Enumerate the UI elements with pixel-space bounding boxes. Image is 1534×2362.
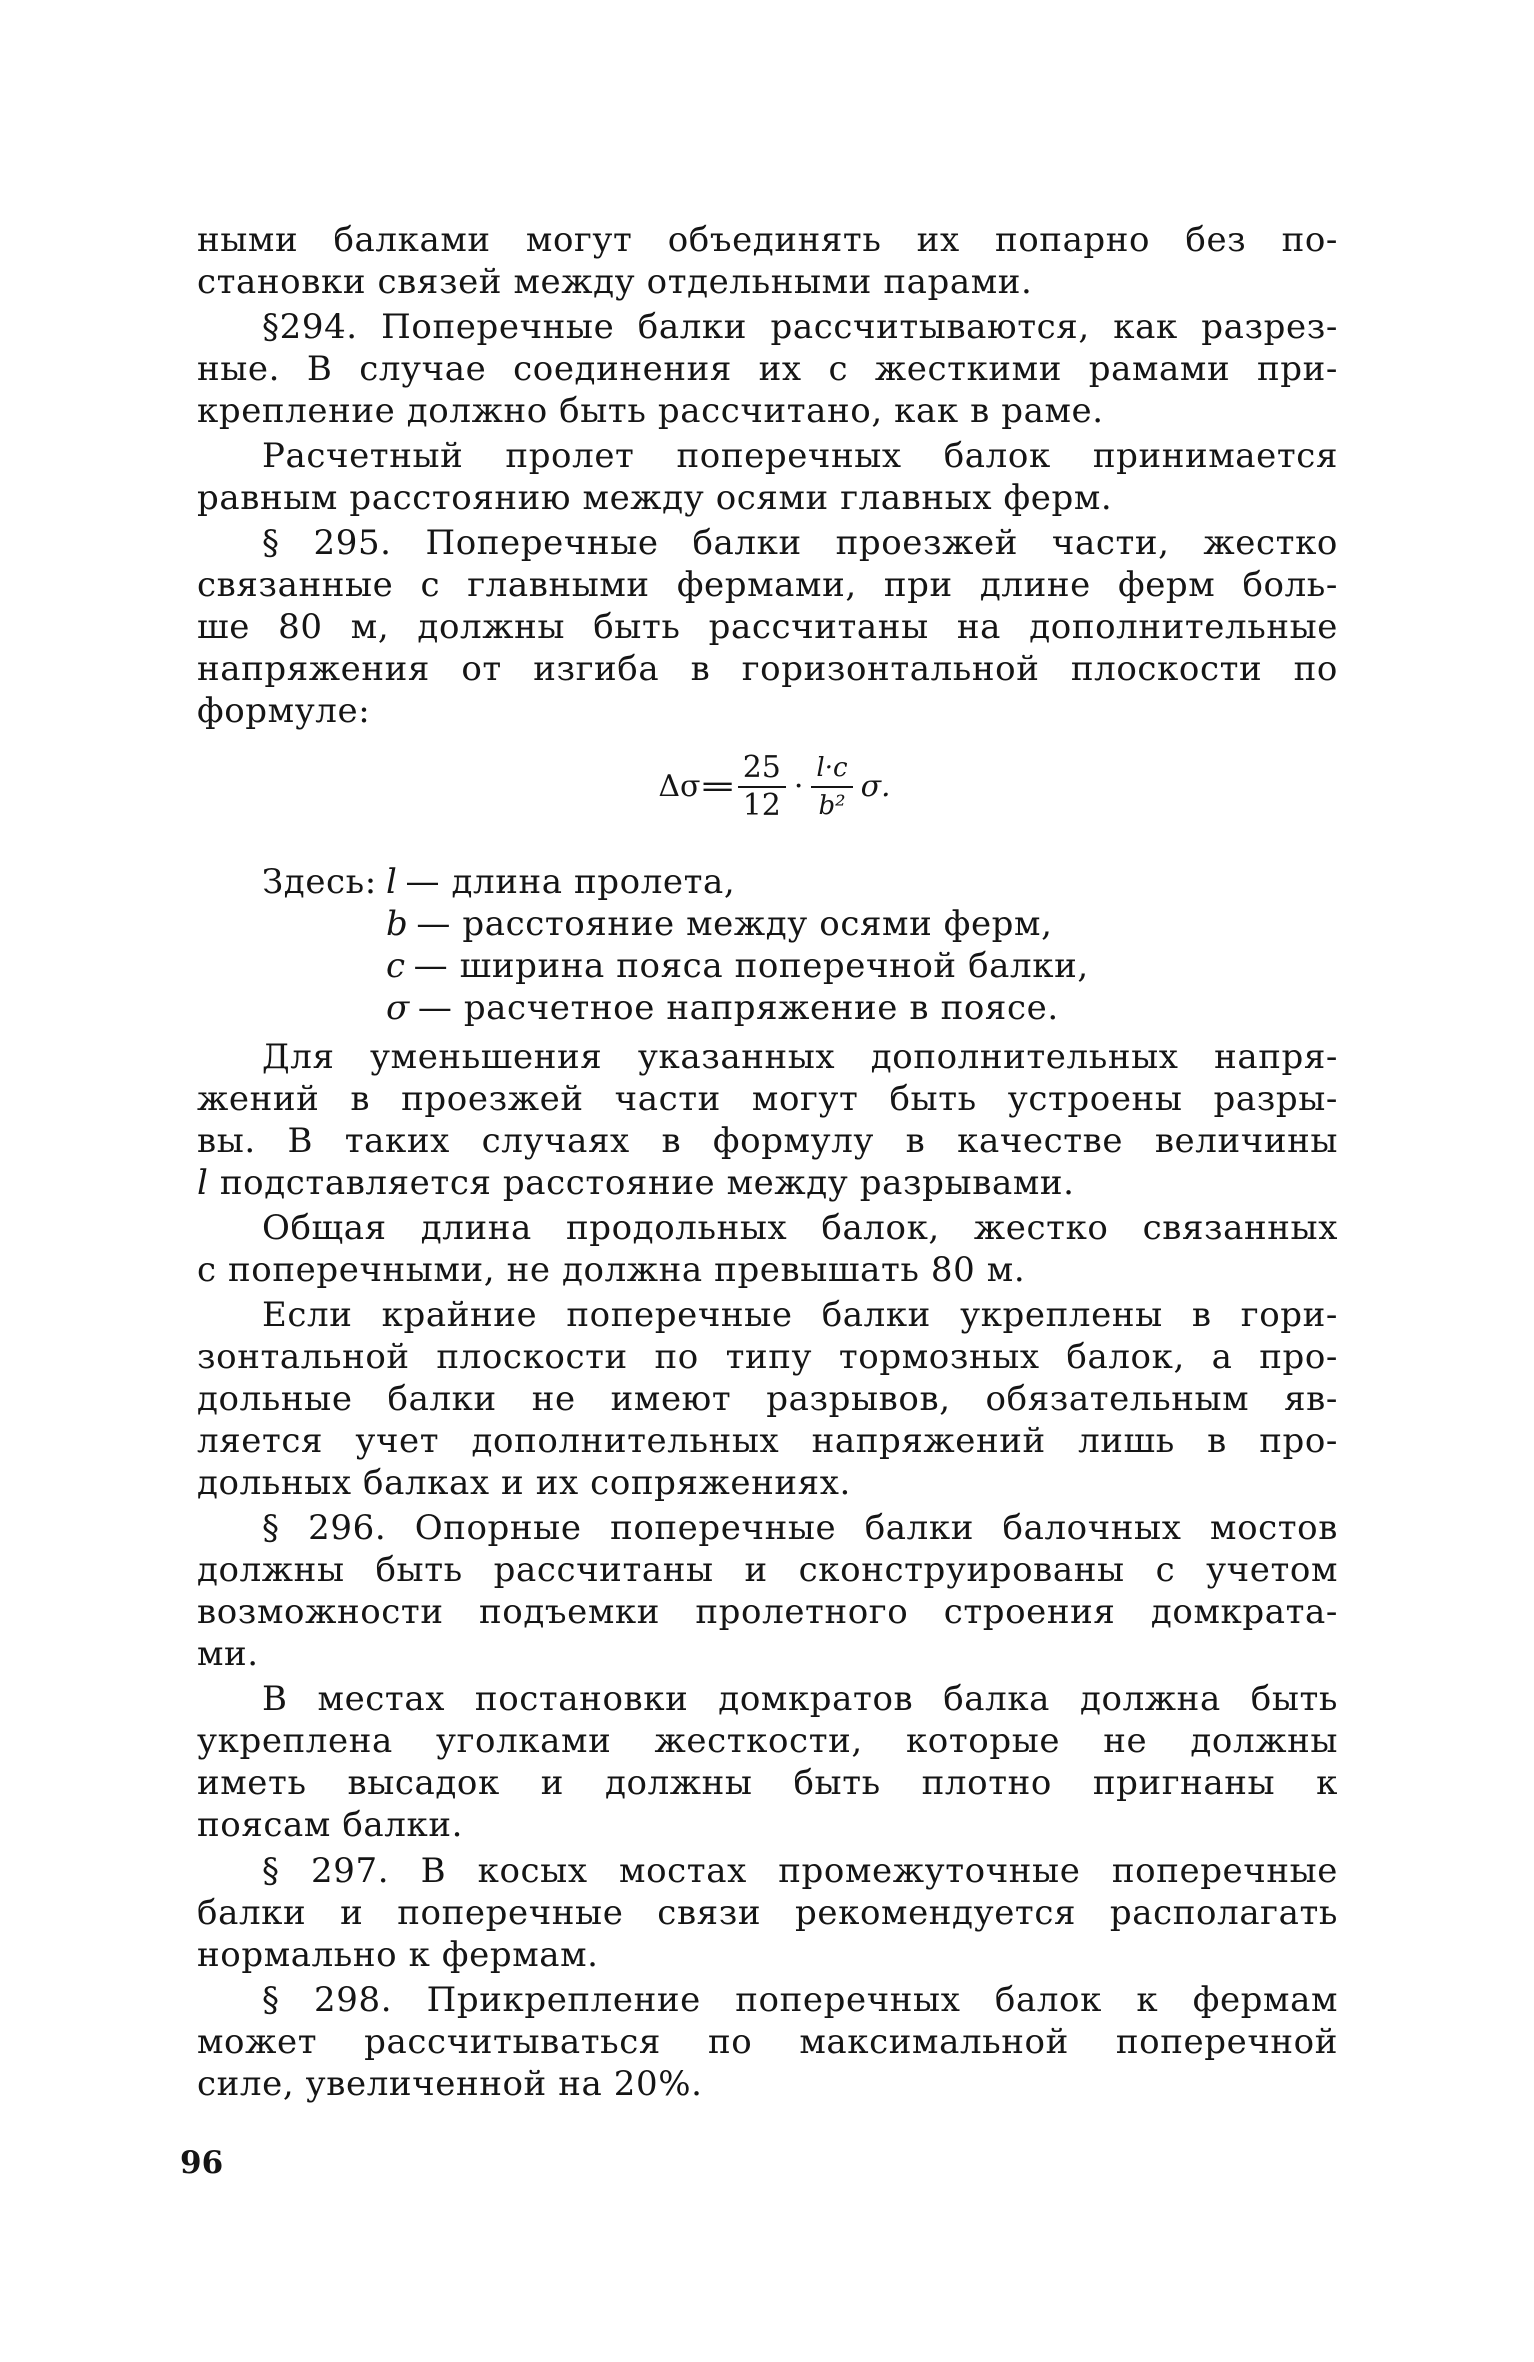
definition-variable: l <box>386 862 398 902</box>
text-line: ше 80 м, должны быть рассчитаны на дополнительные <box>197 607 1338 647</box>
text-line: вы. В таких случаях в формулу в качестве величины <box>197 1121 1338 1161</box>
text-line: балки и поперечные связи рекомендуется располагать <box>197 1893 1338 1933</box>
definition-text: — длина пролета, <box>405 862 736 902</box>
text-line: формуле: <box>197 691 371 731</box>
text-line: напряжения от изгиба в горизонтальной плоскости по <box>197 649 1338 689</box>
text-line: возможности подъемки пролетного строения домкрата- <box>197 1592 1338 1632</box>
definition-variable: c <box>386 946 406 986</box>
text-line: связанные с главными фермами, при длине ферм боль- <box>197 565 1338 605</box>
text-line: крепление должно быть рассчитано, как в раме. <box>197 391 1104 431</box>
inline-variable: l <box>197 1163 209 1203</box>
formula-lhs: Δσ <box>658 769 701 804</box>
text-line: Общая длина продольных балок, жестко связанных <box>262 1208 1338 1248</box>
paragraph-jack-locations <box>197 1678 1338 1846</box>
definition-variable: b <box>386 904 409 944</box>
text-line: нормально к фермам. <box>197 1935 599 1975</box>
text-line: с поперечными, не должна превышать 80 м. <box>197 1250 1026 1290</box>
formula-tail: σ. <box>860 769 891 804</box>
formula-multiply: · <box>793 769 804 804</box>
text-line: § 296. Опорные поперечные балки балочных мостов <box>262 1508 1338 1548</box>
definition-item <box>197 987 1338 1029</box>
text-line: ные. В случае соединения их с жесткими рамами при- <box>197 349 1338 389</box>
text-line <box>197 1162 1338 1204</box>
paragraph-stringer-length <box>197 1207 1338 1291</box>
definition-item <box>197 861 1338 903</box>
formula <box>197 732 1338 861</box>
text-line: поясам балки. <box>197 1805 464 1845</box>
formula-geometry-fraction <box>811 750 852 824</box>
text-line: укреплена уголками жесткости, которые не должны <box>197 1721 1338 1761</box>
text-line: § 295. Поперечные балки проезжей части, жестко <box>262 523 1338 563</box>
fraction-denominator: 12 <box>742 788 781 823</box>
text-line: дольные балки не имеют разрывов, обязательным яв- <box>197 1379 1338 1419</box>
paragraph-section-297 <box>197 1850 1338 1976</box>
text-line: Для уменьшения указанных дополнительных напря- <box>262 1037 1338 1077</box>
paragraph-end-floorbeams <box>197 1294 1338 1504</box>
fraction-numerator: 25 <box>742 750 781 785</box>
paragraph-design-span <box>197 435 1338 519</box>
paragraph-section-294 <box>197 306 1338 432</box>
text-line: ляется учет дополнительных напряжений лишь в про- <box>197 1421 1338 1461</box>
text-line: §294. Поперечные балки рассчитываются, как разрез- <box>262 307 1338 347</box>
text-line: жений в проезжей части могут быть устроены разры- <box>197 1079 1338 1119</box>
text-line-rest: подставляется расстояние между разрывами. <box>219 1163 1075 1203</box>
definition-item <box>197 903 1338 945</box>
paragraph-section-298 <box>197 1979 1338 2105</box>
text-line: Если крайние поперечные балки укреплены в гори- <box>262 1295 1338 1335</box>
definition-item <box>197 945 1338 987</box>
definition-text: — ширина пояса поперечной балки, <box>413 946 1089 986</box>
paragraph-reduce-stresses <box>197 1036 1338 1204</box>
fraction-denominator: b² <box>818 791 846 821</box>
text-line: В местах постановки домкратов балка должна быть <box>262 1679 1338 1719</box>
formula-equals: = <box>698 769 736 804</box>
paragraph-section-296 <box>197 1507 1338 1675</box>
page-text <box>197 219 1338 2105</box>
text-line: дольных балках и их сопряжениях. <box>197 1463 851 1503</box>
text-line: § 297. В косых мостах промежуточные поперечные <box>262 1851 1338 1891</box>
definition-variable: σ <box>386 988 410 1028</box>
paragraph-section-295 <box>197 522 1338 732</box>
paragraph-continuation <box>197 219 1338 303</box>
definitions-label: Здесь: <box>262 862 377 902</box>
text-line: зонтальной плоскости по типу тормозных балок, а про- <box>197 1337 1338 1377</box>
text-line: ми. <box>197 1634 259 1674</box>
page-number: 96 <box>180 2145 224 2181</box>
text-line: может рассчитываться по максимальной поперечной <box>197 2022 1338 2062</box>
formula-expression <box>197 746 1338 828</box>
text-line: Расчетный пролет поперечных балок принимается <box>262 436 1338 476</box>
definition-text: — расчетное напряжение в поясе. <box>417 988 1059 1028</box>
text-line: должны быть рассчитаны и сконструированы с учетом <box>197 1550 1338 1590</box>
definition-text: — расстояние между осями ферм, <box>416 904 1053 944</box>
text-line: иметь высадок и должны быть плотно пригнаны к <box>197 1763 1338 1803</box>
text-line: становки связей между отдельными парами. <box>197 262 1033 302</box>
text-line: ными балками могут объединять их попарно без по- <box>197 220 1338 260</box>
formula-coefficient-fraction <box>738 750 786 824</box>
fraction-numerator: l·c <box>816 753 848 783</box>
text-line: равным расстоянию между осями главных ферм. <box>197 478 1113 518</box>
variable-definitions <box>197 861 1338 1029</box>
text-line: § 298. Прикрепление поперечных балок к фермам <box>262 1980 1338 2020</box>
text-line: силе, увеличенной на 20%. <box>197 2064 703 2104</box>
